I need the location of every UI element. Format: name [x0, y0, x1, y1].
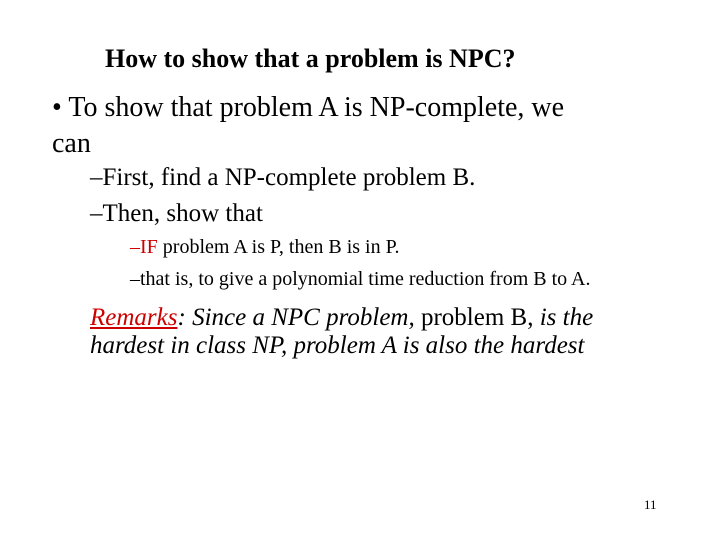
remarks-part-1: Since a NPC problem, [185, 304, 415, 331]
substep-if-keyword: IF [140, 236, 158, 258]
substep-if [130, 236, 400, 259]
remarks-part-3: is the [539, 304, 594, 331]
step-then: –Then, show that [90, 200, 263, 227]
slide-title: How to show that a problem is NPC? [105, 44, 516, 73]
remarks-part-2: problem B, [414, 304, 540, 331]
main-bullet [52, 90, 564, 162]
bullet-line-2: can [52, 128, 91, 159]
bullet-line-1: To show that problem A is NP-complete, we [68, 92, 565, 123]
remarks-colon: : [177, 304, 186, 331]
substep-if-dash: – [130, 236, 140, 258]
page-number: 11 [644, 497, 657, 512]
remarks-block [90, 304, 593, 360]
substep-if-text: problem A is P, then B is in P. [157, 236, 400, 258]
step-first: –First, find a NP-complete problem B. [90, 164, 476, 191]
remarks-label: Remarks [90, 304, 178, 331]
bullet-marker: • [52, 92, 62, 123]
substep-that-is: –that is, to give a polynomial time reduction from B to A. [130, 268, 591, 290]
remarks-line-2: hardest in class NP, problem A is also the hardest [90, 332, 585, 359]
